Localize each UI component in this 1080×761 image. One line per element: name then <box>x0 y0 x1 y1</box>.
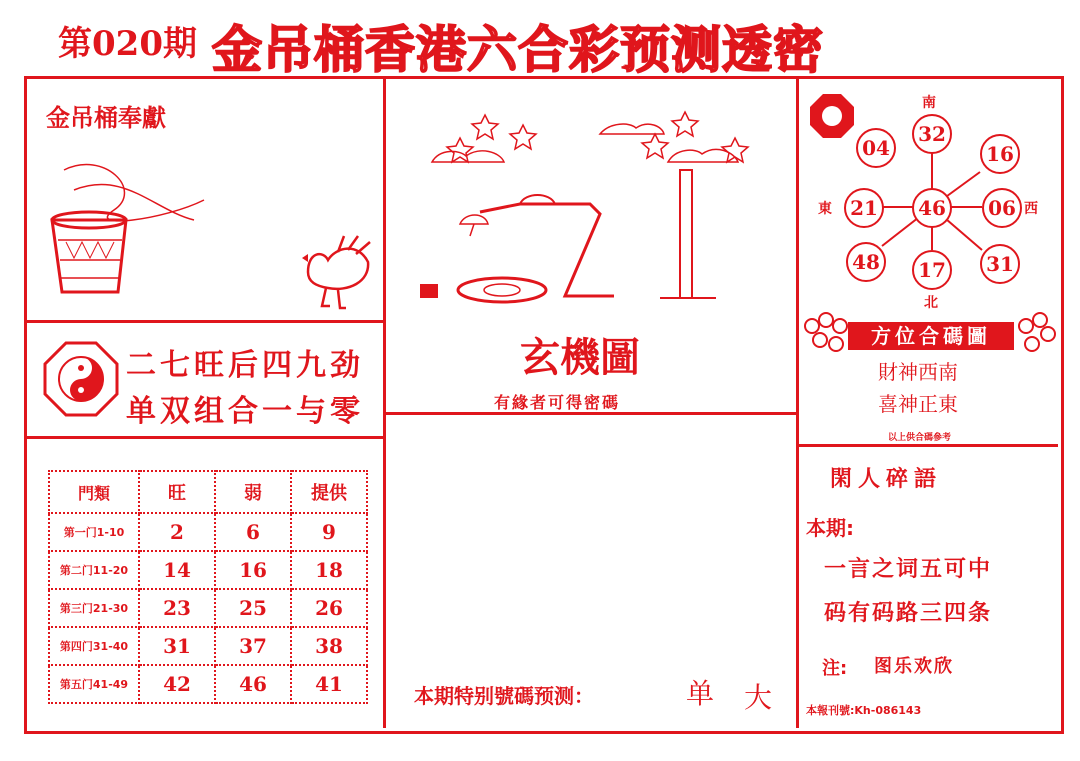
decor-bubble <box>812 332 828 348</box>
cell-value: 23 <box>139 589 215 627</box>
row-label: 第一门1-10 <box>49 513 139 551</box>
compass-east: 東 <box>818 201 832 217</box>
chatter-line-1: 一言之词五可中 <box>824 556 993 582</box>
sponsor-label: 金吊桶奉獻 <box>46 104 166 132</box>
cell-value: 26 <box>291 589 367 627</box>
row-label: 第二门11-20 <box>49 551 139 589</box>
this-issue-label: 本期: <box>806 516 854 540</box>
decor-bubble <box>1040 326 1056 342</box>
table-row <box>49 665 367 703</box>
prediction-label: 本期特别號碼预测： <box>414 684 594 708</box>
cell-value: 6 <box>215 513 291 551</box>
cell-value: 14 <box>139 551 215 589</box>
divider-right <box>799 444 1058 447</box>
table-row <box>49 551 367 589</box>
prediction-value-big: 大 <box>744 681 773 714</box>
god-of-joy: 喜神正東 <box>878 392 958 416</box>
compass-number-center: 46 <box>912 188 952 228</box>
compass-number: 48 <box>846 242 886 282</box>
chatter-line-2: 码有码路三四条 <box>824 600 993 626</box>
doors-table <box>48 470 368 704</box>
mystery-caption: 玄機圖 <box>520 334 640 381</box>
compass-number: 32 <box>912 114 952 154</box>
table-row <box>49 627 367 665</box>
compass-number: 04 <box>856 128 896 168</box>
cell-value: 42 <box>139 665 215 703</box>
header-weak: 弱 <box>215 471 291 513</box>
cell-value: 37 <box>215 627 291 665</box>
header-type: 門類 <box>49 471 139 513</box>
god-of-wealth: 財神西南 <box>878 360 958 384</box>
chatter-heading: 閑人碎語 <box>830 466 943 492</box>
cell-value: 25 <box>215 589 291 627</box>
publication-number: 本報刊號:Kh-086143 <box>806 704 922 717</box>
row-label: 第三门21-30 <box>49 589 139 627</box>
mystery-picture <box>400 100 790 310</box>
divider-right <box>796 79 799 728</box>
compass-number: 21 <box>844 188 884 228</box>
compass-note: 以上供合碼參考 <box>888 433 952 443</box>
header-strong: 旺 <box>139 471 215 513</box>
row-label: 第四门31-40 <box>49 627 139 665</box>
compass-number: 31 <box>980 244 1020 284</box>
header-provide: 提供 <box>291 471 367 513</box>
divider-left-mid <box>27 436 383 439</box>
table-row <box>49 589 367 627</box>
compass-number: 16 <box>980 134 1020 174</box>
decor-bubble <box>832 318 848 334</box>
compass-number: 17 <box>912 250 952 290</box>
bucket-illustration <box>44 150 234 300</box>
table-row <box>49 513 367 551</box>
cell-value: 18 <box>291 551 367 589</box>
cell-value: 38 <box>291 627 367 665</box>
cell-value: 46 <box>215 665 291 703</box>
prediction-value-odd: 单 <box>686 677 715 710</box>
note-label: 注: <box>822 658 848 679</box>
row-label: 第五门41-49 <box>49 665 139 703</box>
issue-number: 第020期 <box>58 24 197 64</box>
cell-value: 2 <box>139 513 215 551</box>
yin-yang-icon <box>42 340 120 418</box>
page-title: 金吊桶香港六合彩预测透密 <box>212 20 824 79</box>
cell-value: 31 <box>139 627 215 665</box>
divider-left <box>383 79 386 728</box>
compass-south: 南 <box>922 95 936 111</box>
divider-left-top <box>27 320 383 323</box>
table-header-row <box>49 471 367 513</box>
poem-line-2: 单双组合一与零 <box>126 394 364 429</box>
cell-value: 16 <box>215 551 291 589</box>
decor-bubble <box>828 336 844 352</box>
decor-bubble <box>1024 336 1040 352</box>
poem-line-1: 二七旺后四九劲 <box>126 348 364 383</box>
cell-value: 9 <box>291 513 367 551</box>
compass-number: 06 <box>982 188 1022 228</box>
rooster-icon <box>298 232 376 312</box>
compass-west: 西 <box>1024 201 1038 217</box>
direction-banner: 方位合碼圖 <box>848 322 1014 350</box>
note-text: 图乐欢欣 <box>874 656 954 677</box>
mystery-sub-caption: 有緣者可得密碼 <box>494 393 621 412</box>
compass-north: 北 <box>924 295 938 311</box>
cell-value: 41 <box>291 665 367 703</box>
